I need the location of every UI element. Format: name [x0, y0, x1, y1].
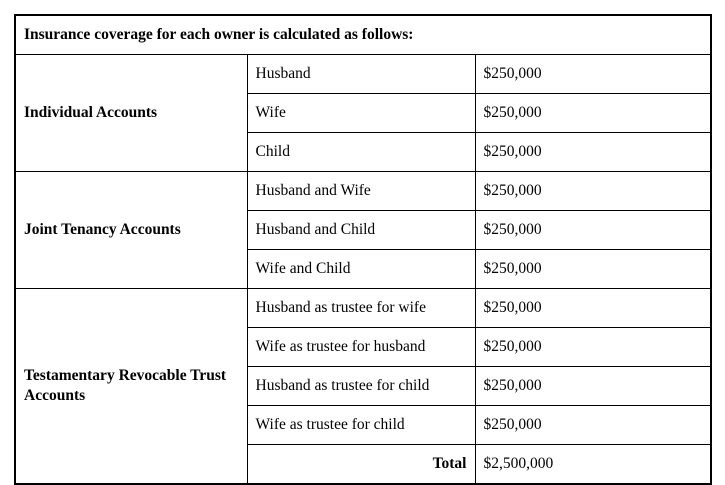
- category-label-testamentary-trust: Testamentary Revocable Trust Accounts: [15, 289, 247, 485]
- account-description: Husband as trustee for wife: [247, 289, 475, 328]
- coverage-amount: $250,000: [475, 367, 711, 406]
- table-row: [15, 289, 711, 328]
- coverage-amount: $250,000: [475, 133, 711, 172]
- account-description: Wife and Child: [247, 250, 475, 289]
- account-description: Wife: [247, 94, 475, 133]
- account-description: Husband as trustee for child: [247, 367, 475, 406]
- account-description: Husband and Child: [247, 211, 475, 250]
- account-description: Wife as trustee for child: [247, 406, 475, 445]
- coverage-amount: $250,000: [475, 94, 711, 133]
- total-label: Total: [247, 445, 475, 485]
- category-label-individual: Individual Accounts: [15, 55, 247, 172]
- account-description: Child: [247, 133, 475, 172]
- coverage-amount: $250,000: [475, 250, 711, 289]
- coverage-amount: $250,000: [475, 211, 711, 250]
- table-row: [15, 172, 711, 211]
- coverage-amount: $250,000: [475, 328, 711, 367]
- account-description: Husband: [247, 55, 475, 94]
- insurance-coverage-table: [14, 14, 712, 485]
- coverage-amount: $250,000: [475, 55, 711, 94]
- category-label-joint-tenancy: Joint Tenancy Accounts: [15, 172, 247, 289]
- coverage-amount: $250,000: [475, 289, 711, 328]
- coverage-amount: $250,000: [475, 406, 711, 445]
- coverage-amount: $250,000: [475, 172, 711, 211]
- total-amount: $2,500,000: [475, 445, 711, 485]
- table-title: Insurance coverage for each owner is calculated as follows:: [15, 15, 711, 55]
- table-header-row: [15, 15, 711, 55]
- account-description: Husband and Wife: [247, 172, 475, 211]
- table-row: [15, 55, 711, 94]
- account-description: Wife as trustee for husband: [247, 328, 475, 367]
